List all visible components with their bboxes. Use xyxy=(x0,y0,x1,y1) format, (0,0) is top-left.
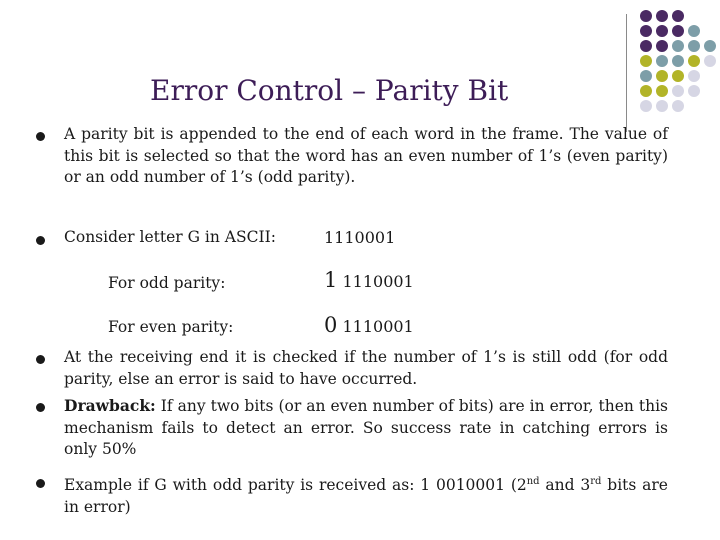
decorative-dot xyxy=(640,10,652,22)
even-parity-bit: 0 xyxy=(324,313,338,337)
odd-parity-value xyxy=(324,268,414,292)
decorative-dot xyxy=(640,85,652,97)
decorative-dot xyxy=(656,10,668,22)
even-parity-value xyxy=(324,313,414,337)
decorative-dot xyxy=(656,100,668,112)
drawback-label: Drawback: xyxy=(64,396,156,415)
superscript-nd: nd xyxy=(526,476,540,487)
drawback-text xyxy=(64,395,668,461)
decorative-dot xyxy=(672,55,684,67)
decorative-dot xyxy=(656,25,668,37)
even-parity-label: For even parity: xyxy=(108,318,234,336)
decorative-dot xyxy=(688,85,700,97)
bullet-icon xyxy=(36,403,45,412)
example-text xyxy=(64,471,668,518)
decorative-dot xyxy=(688,70,700,82)
decorative-dot xyxy=(656,70,668,82)
decorative-dot xyxy=(672,85,684,97)
receiving-check-text: At the receiving end it is checked if the number of 1’s is still odd (for odd parity, else an error is said to have occurred. xyxy=(64,348,668,388)
bullet-icon xyxy=(36,236,45,245)
even-parity-data: 1110001 xyxy=(342,317,414,336)
example-text-part: and 3 xyxy=(539,476,591,495)
decorative-dot xyxy=(656,85,668,97)
decorative-dot xyxy=(672,10,684,22)
example-text-part: bits are in error) xyxy=(64,476,668,516)
decorative-dot xyxy=(640,70,652,82)
decorative-dot xyxy=(672,100,684,112)
decorative-dot xyxy=(640,40,652,52)
parity-definition-text: A parity bit is appended to the end of each word in the frame. The value of this bit is selected so that the word has an even number of 1’s (even parity) or an odd number of 1’s (odd parity). xyxy=(64,125,668,186)
ascii-g-label: Consider letter G in ASCII: xyxy=(64,228,276,246)
decorative-dot xyxy=(688,55,700,67)
bullet-icon xyxy=(36,355,45,364)
odd-parity-bit: 1 xyxy=(324,268,338,292)
superscript-rd: rd xyxy=(590,476,602,487)
decorative-dot xyxy=(704,40,716,52)
drawback-body: If any two bits (or an even number of bits) are in error, then this mechanism fails to detect an error. So success rate in catching errors is only 50% xyxy=(64,397,668,458)
example-text-part: Example if G with odd parity is received as: 1 0010001 (2 xyxy=(64,476,527,495)
odd-parity-label: For odd parity: xyxy=(108,274,226,292)
bullet-icon xyxy=(36,479,45,488)
bullet-icon xyxy=(36,132,45,141)
odd-parity-data: 1110001 xyxy=(342,272,414,291)
decorative-dot xyxy=(640,100,652,112)
slide-title: Error Control – Parity Bit xyxy=(150,74,509,107)
decorative-dot xyxy=(672,70,684,82)
decorative-dot xyxy=(640,25,652,37)
decorative-dot xyxy=(656,40,668,52)
decorative-dot xyxy=(672,40,684,52)
decorative-dot xyxy=(640,55,652,67)
decorative-dot xyxy=(672,25,684,37)
decorative-dot xyxy=(688,25,700,37)
decorative-dot-grid xyxy=(640,10,720,120)
decorative-dot xyxy=(656,55,668,67)
decorative-dot xyxy=(688,40,700,52)
title-divider-line xyxy=(626,14,627,132)
ascii-g-value: 1110001 xyxy=(324,228,396,247)
decorative-dot xyxy=(704,55,716,67)
